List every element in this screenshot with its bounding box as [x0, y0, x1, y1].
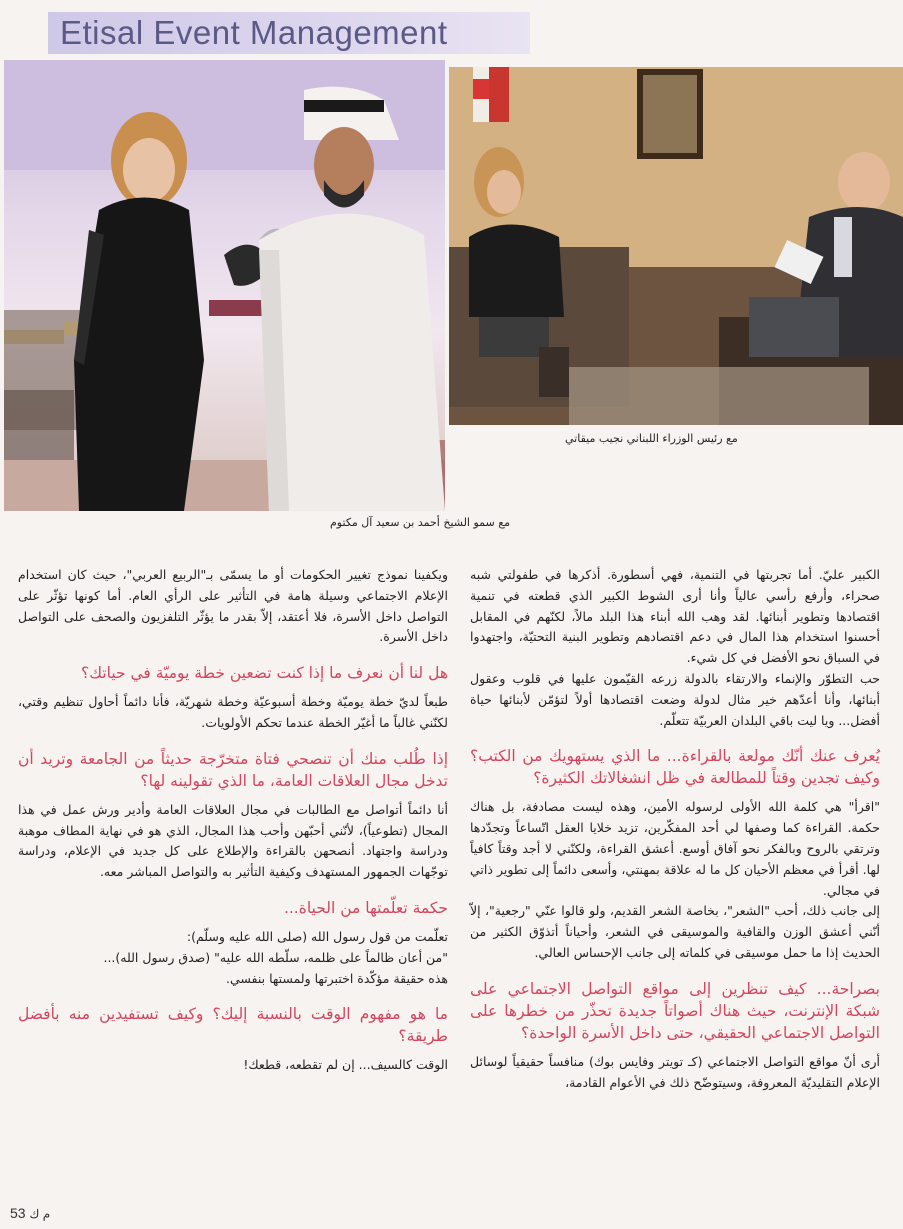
- question-heading: حكمة تعلّمتها من الحياة...: [283, 898, 448, 917]
- page-number-footer: [10, 1205, 50, 1221]
- text-column-right: [470, 565, 880, 1093]
- paragraph: "اقرأ" هي كلمة الله الأولى لرسوله الأمين، وهذه ليست مصادفة، بل هناك حكمة. القراءة كما وصفها لي أحد المفكّرين، تزيد خلايا العقل اتّساعاً وتجدّدها وترتقي بالروح وبالفكر نحو آفاق أوسع. أعشق القراءة، ولكنّني لا أجد وقتاً كافياً لها. أقرأ في معظم الأحيان كل ما له علاقة بمهنتي، وأسعى دائماً إلى تطوير ذاتي في مجالي.: [470, 799, 880, 898]
- paragraph: أنا دائماً أتواصل مع الطالبات في مجال العلاقات العامة وأدير ورش عمل في هذا المجال (تطوعياً)، لأنّني أحبّهن وأحب هذا المجال، الذي هو في نهاية المطاف موهبة ودراسة واجتهاد. أنصحهن بالقراءة والإطلاع على كل جديد في الإعلام، ودراسة توجّهات الجمهور المستهدف وكيفية التأثير به والتواصل المباشر معه.: [18, 801, 448, 880]
- question-heading: يُعرف عنك أنّك مولعة بالقراءة... ما الذي يستهويك من الكتب؟ وكيف تجدين وقتاً للمطالعة في ظل انشغالاتك الكثيرة؟: [470, 747, 880, 788]
- header-title: Etisal Event Management: [60, 14, 448, 51]
- paragraph: إلى جانب ذلك، أحب "الشعر"، بخاصة الشعر القديم، ولو قالوا عنّي "رجعية"، إلاّ أنّني أعشق الوزن والقافية والموسيقى في الشعر، وأحياناً أتذوّق الكثير من الحديث إذا ما حمل موسيقى في كلماته إلى جانب الإحساس العالي.: [470, 903, 880, 960]
- caption-right-photo: مع رئيس الوزراء اللبناني نجيب ميقاتي: [565, 432, 738, 445]
- question-heading: هل لنا أن نعرف ما إذا كنت تضعين خطة يوميّة في حياتك؟: [81, 664, 448, 683]
- page-number: 53: [10, 1205, 26, 1221]
- magazine-logo: م ك: [29, 1207, 51, 1221]
- paragraph: "من أعان ظالماً على ظلمه، سلّطه الله عليه" (صدق رسول الله)...: [103, 949, 448, 965]
- paragraph: تعلّمت من قول رسول الله (صلى الله عليه وسلّم):: [186, 928, 448, 944]
- question-heading: بصراحة... كيف تنظرين إلى مواقع التواصل الاجتماعي على شبكة الإنترنت، حيث هناك أصواتاً جديدة تحذّر من خطرها على التواصل الاجتماعي الحقيقي، حتى داخل الأسرة الواحدة؟: [470, 979, 880, 1042]
- paragraph: الكبير عليّ. أما تجربتها في التنمية، فهي أسطورة. أذكرها في طفولتي شبه صحراء، وأرفع رأسي عالياً وأنا أرى الشوط الكبير الذي قطعته في تنمية اقتصادها وتطوير أبنائها. لقد وهب الله أبناء هذا البلد مالاً، لكنّهم في المقابل أحسنوا استخدام هذا المال في دعم اقتصادهم وتطوير البنية التحتيّة، واجتهدوا في السباق نحو الأفضل في كل شيء.: [470, 567, 880, 666]
- photo-award-illustration: [4, 60, 445, 511]
- paragraph: حب التطوّر والإنماء والارتقاء بالدولة زرعه القيّمون عليها في قلوب وعقول أبنائها، وأنا أعدّهم خير مثال لدولة وضعت اقتصادها أولاً لتؤمّن لأبنائها حياة أفضل... ويا ليت باقي البلدان العربيّة تتعلّم.: [470, 670, 880, 728]
- paragraph: أرى أنّ مواقع التواصل الاجتماعي (كـ تويتر وفايس بوك) منافساً حقيقياً لوسائل الإعلام التقليديّة المعروفة، وسيتوضّح ذلك في الأعوام القادمة،: [470, 1053, 880, 1090]
- text-column-left: [18, 565, 448, 1076]
- paragraph: هذه حقيقة مؤكّدة اختبرتها ولمستها بنفسي.: [225, 970, 448, 986]
- paragraph: الوقت كالسيف... إن لم تقطعه، قطعك!: [243, 1057, 448, 1073]
- photo-office-meeting: [449, 67, 903, 425]
- paragraph: طبعاً لديّ خطة يوميّة وخطة أسبوعيّة وخطة شهريّة، فأنا دائماً أحاول تنظيم وقتي، لكنّني غالباً ما أغيّر الخطة عندما تحكم الأولويات.: [18, 694, 448, 730]
- photo-meeting-illustration: [449, 67, 903, 425]
- question-heading: إذا طُلب منك أن تنصحي فتاة متخرّجة حديثاً من الجامعة وتريد أن تدخل مجال العلاقات العامة، ما الذي تقولينه لها؟: [18, 749, 448, 790]
- question-heading: ما هو مفهوم الوقت بالنسبة إليك؟ وكيف تستفيدين منه بأفضل طريقة؟: [18, 1005, 448, 1046]
- caption-left-photo: مع سمو الشيخ أحمد بن سعيد آل مكتوم: [330, 516, 510, 529]
- photo-award-ceremony: [4, 60, 445, 511]
- paragraph: ويكفينا نموذج تغيير الحكومات أو ما يسمّى بـ"الربيع العربي"، حيث كان استخدام الإعلام الاجتماعي وسيلة هامة في التأثير على الرأي العام. أما كونها تؤثّر على التواصل داخل الأسرة، فلا أعتقد، إلاّ بقدر ما يؤثّر التلفزيون والصحف على التواصل داخل الأسرة.: [18, 567, 448, 645]
